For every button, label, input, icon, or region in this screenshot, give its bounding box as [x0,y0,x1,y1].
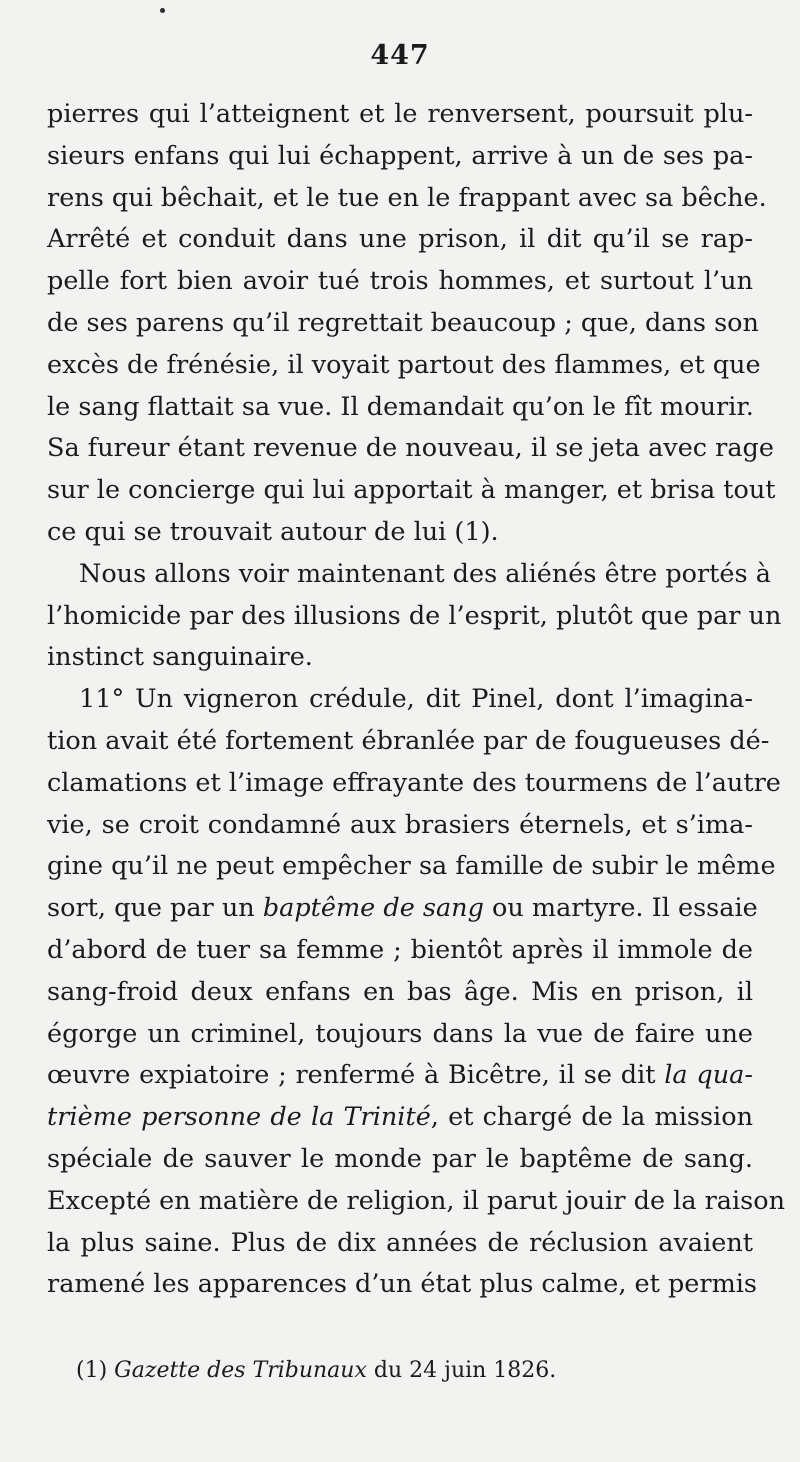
text-line: excès de frénésie, il voyait partout des flammes, et que [47,349,761,380]
text-run: , et chargé de la mission [430,1102,753,1133]
text-line: clamations et l’image effrayante des tourmens de l’autre [47,767,781,798]
text-line: spéciale de sauver le monde par le baptême de sang. [47,1143,753,1174]
text-line-mixed [47,888,758,930]
italic-run: baptême de sang [262,893,484,924]
text-line: pelle fort bien avoir tué trois hommes, et surtout l’un [47,266,753,297]
text-line: pierres qui l’atteignent et le renversent, poursuit plu- [47,99,753,129]
italic-run: la qua- [664,1060,754,1091]
text-line: sang-froid deux enfans en bas âge. Mis en prison, il [47,976,753,1007]
text-run: sort, que par un [47,893,263,924]
text-line: ce qui se trouvait autour de lui (1). [47,516,499,547]
text-line: sieurs enfans qui lui échappent, arrive à un de ses pa- [47,140,753,171]
text-line-mixed [47,1097,753,1139]
text-line-mixed [47,1055,753,1097]
page-number: 447 [370,40,430,71]
text-line: vie, se croit condamné aux brasiers éternels, et s’ima- [47,809,753,840]
text-line: d’abord de tuer sa femme ; bientôt après il immole de [47,934,753,965]
text-line: Sa fureur étant revenue de nouveau, il se jeta avec rage [47,433,774,464]
text-run: ou martyre. Il essaie [483,893,758,924]
text-line: gine qu’il ne peut empêcher sa famille de subir le même [47,851,776,882]
text-run: œuvre expiatoire ; renfermé à Bicêtre, il se dit [47,1060,665,1091]
footnote-marker: (1) [76,1358,115,1383]
paragraph-start-line: Nous allons voir maintenant des aliénés être portés à [79,558,771,589]
text-line: instinct sanguinaire. [47,642,313,673]
body-text [47,94,786,1306]
text-line: le sang flattait sa vue. Il demandait qu’on le fît mourir. [47,391,754,422]
footnote-source-title: Gazette des Tribunaux [114,1358,367,1383]
text-line: l’homicide par des illusions de l’esprit, plutôt que par un [47,600,782,631]
italic-run: trième personne de la Trinité [47,1102,431,1133]
text-line: de ses parens qu’il regrettait beaucoup ; que, dans son [47,307,759,338]
ink-speck [160,8,165,13]
text-line: Excepté en matière de religion, il parut jouir de la raison [47,1185,786,1216]
text-line: sur le concierge qui lui apportait à manger, et brisa tout [47,475,776,506]
text-line: tion avait été fortement ébranlée par de fougueuses dé- [47,725,770,756]
text-line: ramené les apparences d’un état plus calme, et permis [47,1269,758,1300]
footnote-date: du 24 juin 1826. [366,1358,557,1383]
text-line: égorge un criminel, toujours dans la vue de faire une [47,1018,753,1049]
text-line: la plus saine. Plus de dix années de réclusion avaient [47,1227,753,1258]
footnote [76,1356,556,1386]
paragraph-start-line: 11° Un vigneron crédule, dit Pinel, dont l’imagina- [79,684,753,715]
text-line: Arrêté et conduit dans une prison, il dit qu’il se rap- [47,224,753,255]
text-line: rens qui bêchait, et le tue en le frappant avec sa bêche. [47,182,767,213]
